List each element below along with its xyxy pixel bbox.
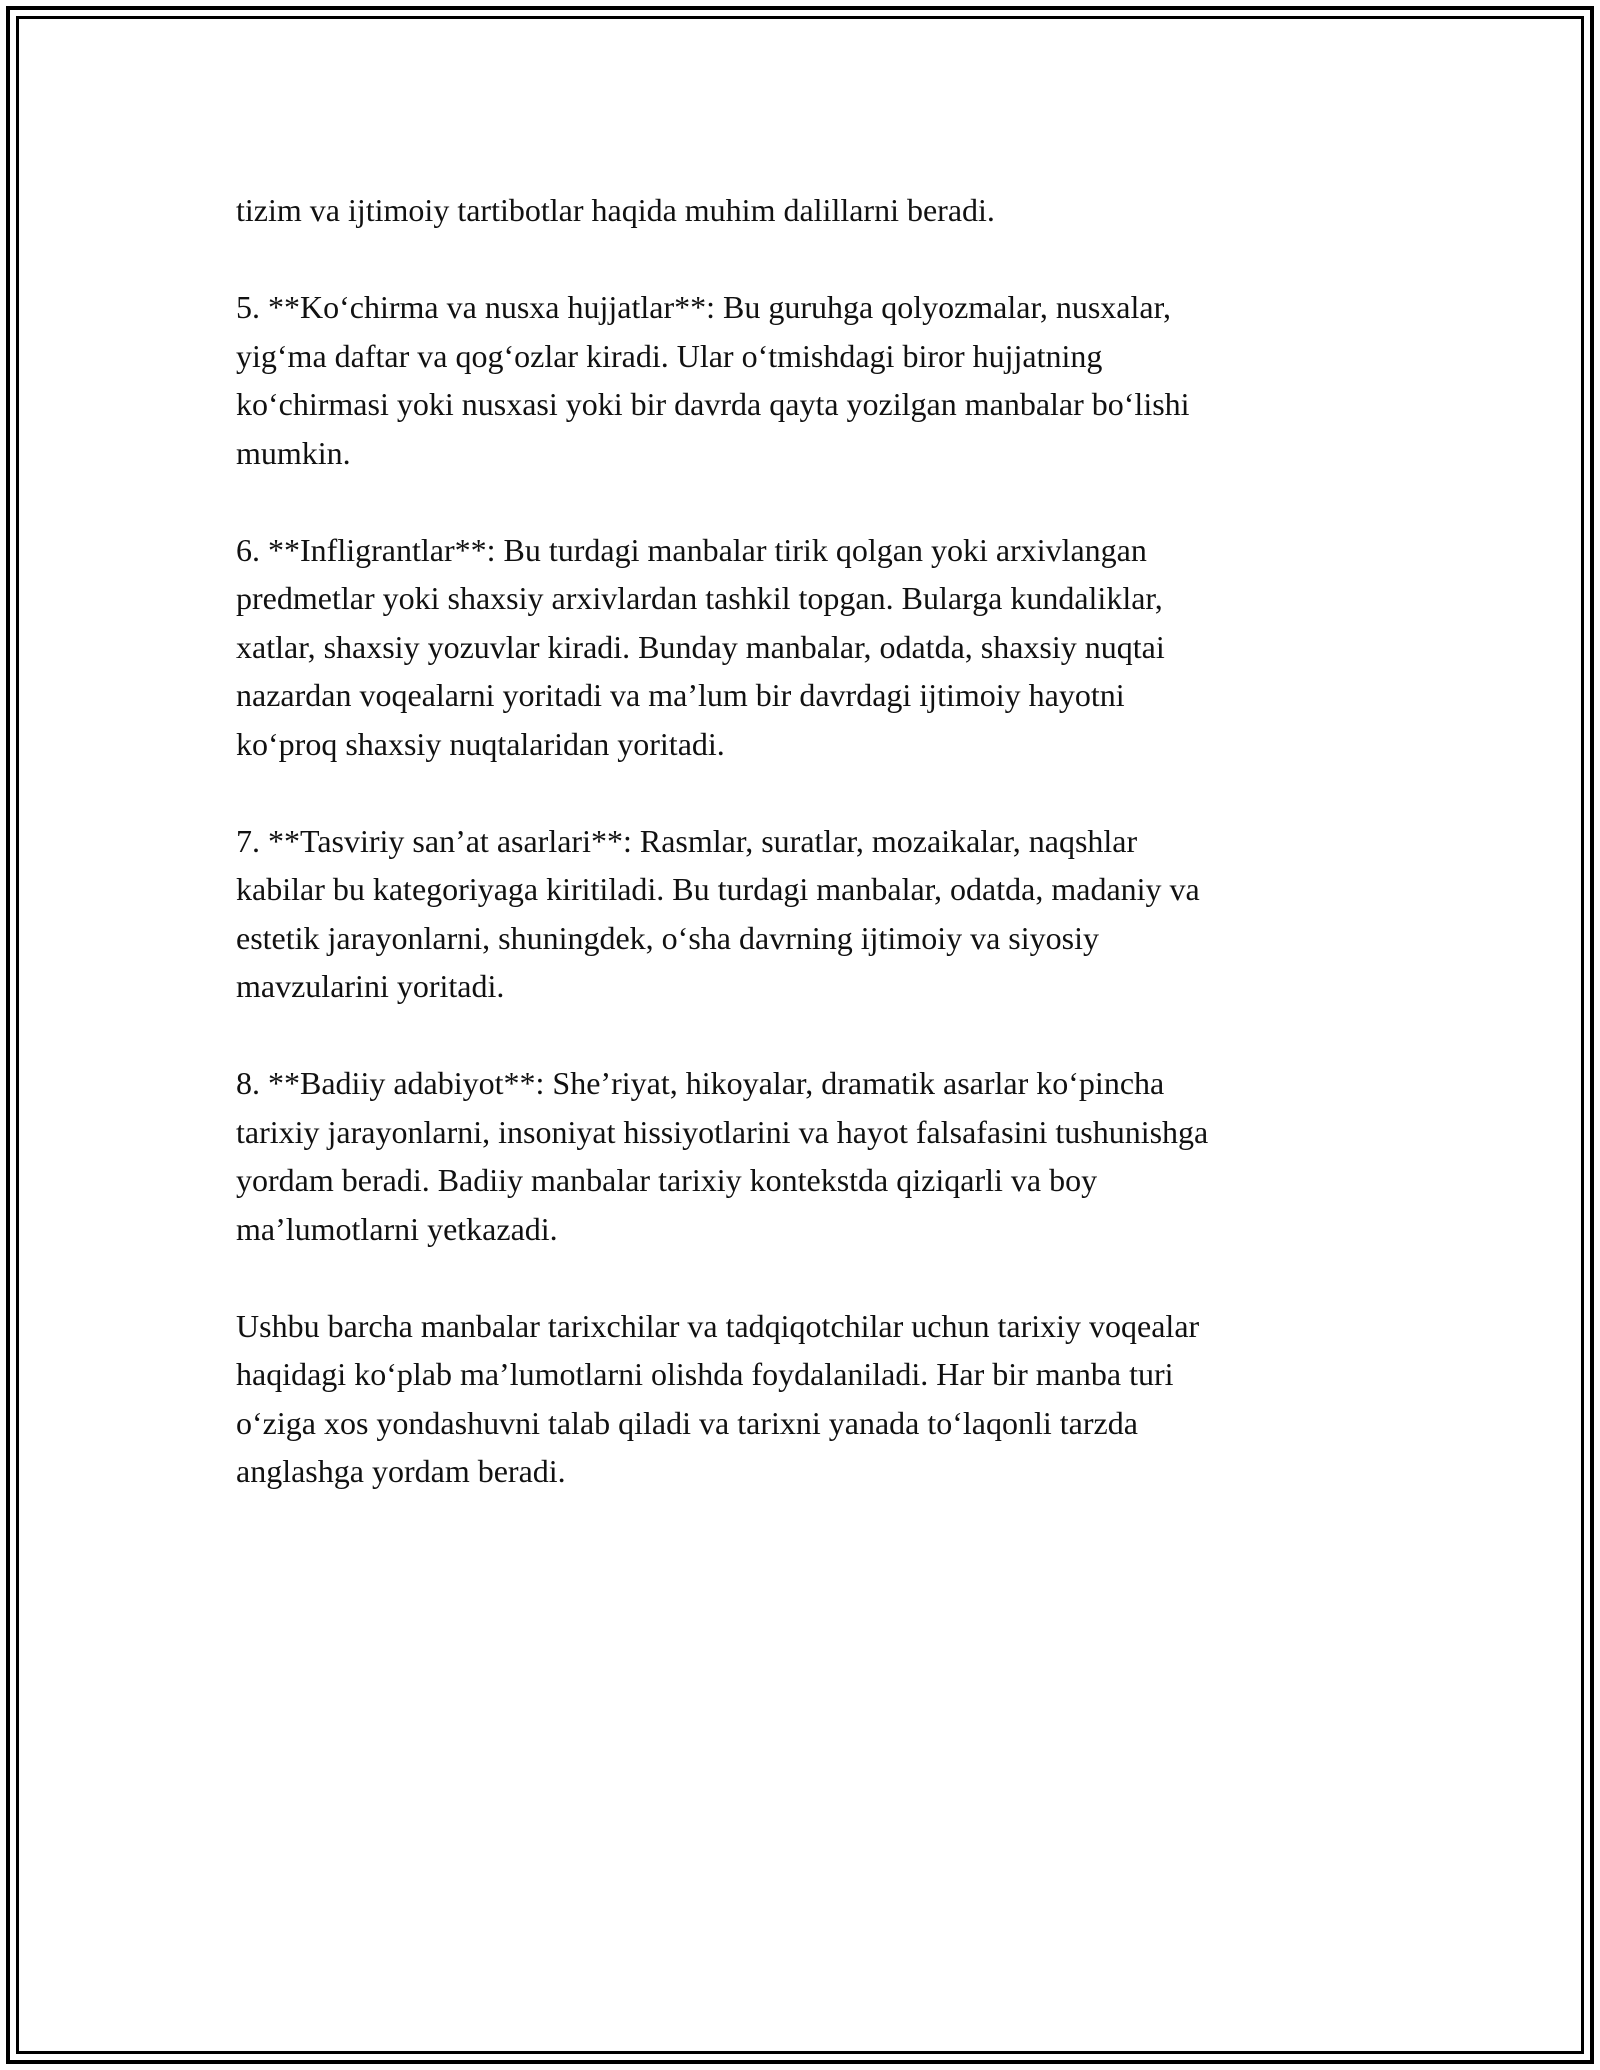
paragraph-item-6: 6. **Infligrantlar**: Bu turdagi manbalar tirik qolgan yoki arxivlangan predmetlar yoki shaxsiy arxivlardan tashkil topgan. Bularga kundaliklar, xatlar, shaxsiy yozuvlar kiradi. Bunday manbalar, odatda, shaxsiy nuqtai nazardan voqealarni yoritadi va ma’lum bir davrdagi ijtimoiy hayotni ko‘proq shaxsiy nuqtalaridan yoritadi. [236,531,1165,762]
paragraph-continuation: tizim va ijtimoiy tartibotlar haqida muhim dalillarni beradi. [236,192,995,228]
paragraph-item-7: 7. **Tasviriy san’at asarlari**: Rasmlar, suratlar, mozaikalar, naqshlar kabilar bu kategoriyaga kiritiladi. Bu turdagi manbalar, odatda, madaniy va estetik jarayonlarni, shuningdek, o‘sha davrning ijtimoiy va siyosiy mavzularini yoritadi. [236,822,1200,1004]
paragraph-item-5: 5. **Ko‘chirma va nusxa hujjatlar**: Bu guruhga qolyozmalar, nusxalar, yig‘ma daftar va qog‘ozlar kiradi. Ular o‘tmishdagi biror hujjatning ko‘chirmasi yoki nusxasi yoki bir davrda qayta yozilgan manbalar bo‘lishi mumkin. [236,289,1190,471]
paragraph-item-8: 8. **Badiiy adabiyot**: She’riyat, hikoyalar, dramatik asarlar ko‘pincha tarixiy jarayonlarni, insoniyat hissiyotlarini va hayot falsafasini tushunishga yordam beradi. Badiiy manbalar tarixiy kontekstda qiziqarli va boy ma’lumotlarni yetkazadi. [236,1065,1209,1247]
document-body [236,186,1366,1544]
paragraph-conclusion: Ushbu barcha manbalar tarixchilar va tadqiqotchilar uchun tarixiy voqealar haqidagi ko‘plab ma’lumotlarni olishda foydalaniladi. Har bir manba turi o‘ziga xos yondashuvni talab qiladi va tarixni yanada to‘laqonli tarzda anglashga yordam beradi. [236,1307,1200,1489]
